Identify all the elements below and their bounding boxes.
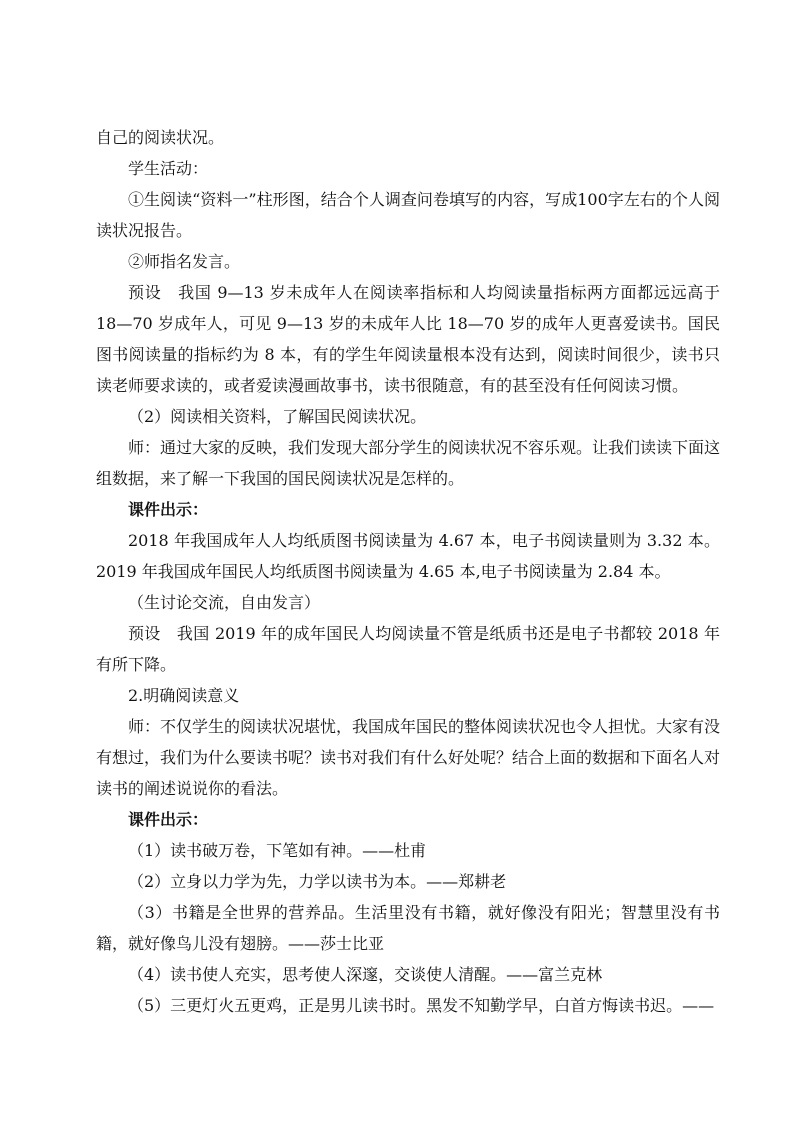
heading-courseware-2: 课件出示： [128,810,209,829]
paragraph-read-materials: （2）阅读相关资料，了解国民阅读状况。 [128,407,427,426]
quote-item-4: （4）读书使人充实，思考使人深邃，交谈使人清醒。——富兰克林 [128,965,603,984]
quote-item-3: （3）书籍是全世界的营养品。生活里没有书籍，就好像没有阳光；智慧里没有书籍，就好像鸟儿没有翅膀。——莎士比亚 [96,903,720,953]
quote-item-2: （2）立身以力学为先，力学以读书为本。——郑耕老 [128,872,507,891]
paragraph-preset-answer-2: 预设 我国 2019 年的成年国民人均阅读量不管是纸质书还是电子书都较 2018 年有所下降。 [96,624,720,674]
paragraph-discussion-note: （生讨论交流，自由发言） [128,593,321,612]
paragraph-reading-statistics: 2018 年我国成年人人均纸质图书阅读量为 4.67 本，电子书阅读量则为 3.32 本。2019 年我国成年国民人均纸质图书阅读量为 4.65 本,电子书阅读量为 2.84 本。 [96,531,720,581]
paragraph-teacher-question: 师：不仅学生的阅读状况堪忧，我国成年国民的整体阅读状况也令人担忧。大家有没有想过，我们为什么要读书呢？读书对我们有什么好处呢？结合上面的数据和下面名人对读书的阐述说说你的看法。 [96,717,721,798]
section-heading-reading-meaning: 2.明确阅读意义 [128,686,240,705]
paragraph-student-activity-heading: 学生活动： [128,159,209,178]
paragraph-preset-answer-1: 预设 我国 9—13 岁未成年人在阅读率指标和人均阅读量指标两方面都远远高于 18—70 岁成年人，可见 9—13 岁的未成年人比 18—70 岁的成年人更喜爱读书。国民图书阅读量的指标约为 8 本，有的学生年阅读量根本没有达到，阅读时间很少，读书只读老师要求读的，或者爱读漫画故事书，读书很随意，有的甚至没有任何阅读习惯。 [96,283,720,395]
paragraph-activity-step-2: ②师指名发言。 [128,252,241,271]
quote-item-1: （1）读书破万卷，下笔如有神。——杜甫 [128,841,427,860]
paragraph-activity-step-1: ①生阅读“资料一”柱形图，结合个人调查问卷填写的内容，写成100字左右的个人阅读状况报告。 [96,190,720,240]
heading-courseware-1: 课件出示： [128,500,209,519]
paragraph-reading-status: 自己的阅读状况。 [96,128,225,147]
paragraph-teacher-intro-data: 师：通过大家的反映，我们发现大部分学生的阅读状况不容乐观。让我们读读下面这组数据，来了解一下我国的国民阅读状况是怎样的。 [96,438,721,488]
document-body [96,122,720,1021]
quote-item-5: （5）三更灯火五更鸡，正是男儿读书时。黑发不知勤学早，白首方悔读书迟。—— [128,996,715,1015]
